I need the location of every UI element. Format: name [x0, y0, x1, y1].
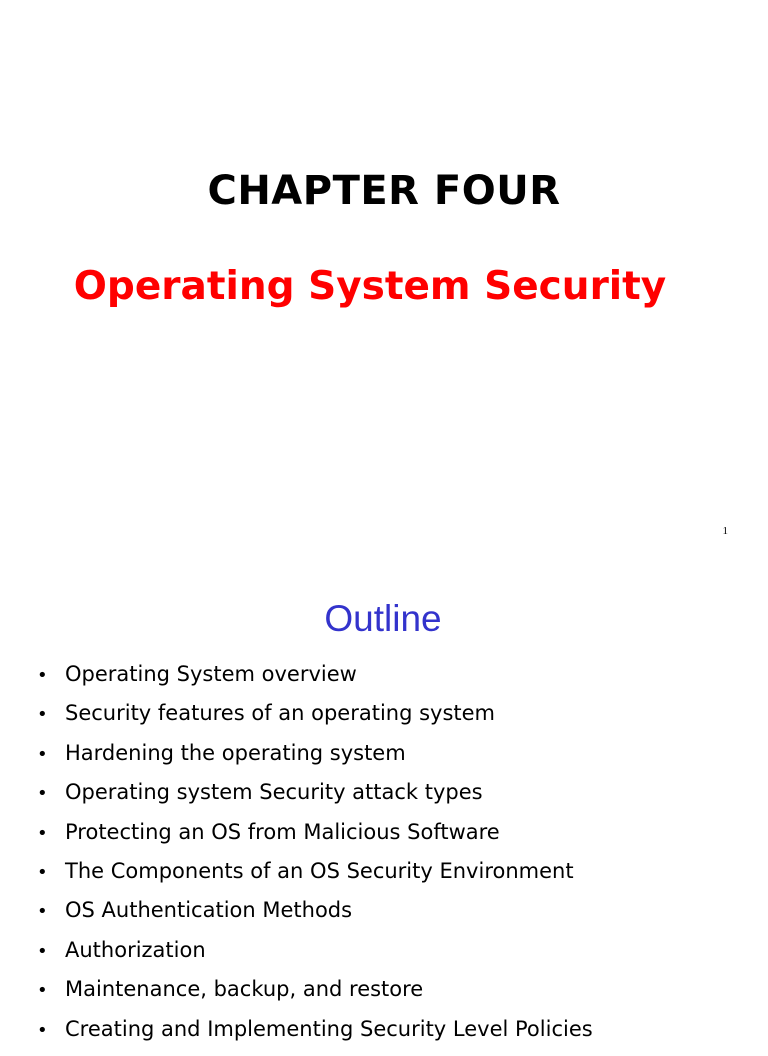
- outline-item-text: Protecting an OS from Malicious Software: [65, 819, 500, 844]
- outline-item: [36, 1017, 593, 1056]
- outline-list: [36, 662, 593, 1056]
- outline-item: [36, 938, 593, 977]
- outline-item-text: OS Authentication Methods: [65, 898, 353, 923]
- chapter-heading: CHAPTER FOUR: [207, 168, 561, 214]
- bullet-icon: •: [37, 822, 48, 844]
- bullet-icon: •: [37, 940, 48, 962]
- outline-item-text: Operating System overview: [65, 662, 357, 686]
- outline-item: [36, 898, 593, 937]
- outline-item: [36, 701, 593, 740]
- bullet-icon: •: [37, 743, 48, 765]
- chapter-title: Operating System Security: [73, 264, 667, 309]
- outline-item-text: Hardening the operating system: [65, 740, 406, 765]
- bullet-icon: •: [37, 861, 48, 883]
- outline-item-text: The Components of an OS Security Environment: [65, 858, 574, 883]
- outline-item-text: Authorization: [65, 937, 206, 962]
- outline-item-text: Operating system Security attack types: [65, 780, 483, 805]
- page-number: 1: [722, 525, 728, 537]
- bullet-icon: •: [37, 704, 48, 726]
- outline-item-text: Maintenance, backup, and restore: [65, 977, 424, 1002]
- bullet-icon: •: [37, 783, 48, 805]
- outline-item-text: Creating and Implementing Security Level Policies: [65, 1016, 593, 1041]
- outline-item: [36, 780, 593, 819]
- bullet-icon: •: [37, 980, 48, 1002]
- outline-item: [36, 741, 593, 780]
- outline-item: [36, 662, 593, 701]
- outline-item: [36, 859, 593, 898]
- bullet-icon: •: [37, 665, 48, 686]
- bullet-icon: •: [37, 1019, 48, 1041]
- outline-item: [36, 977, 593, 1016]
- outline-heading: Outline: [324, 598, 442, 639]
- outline-item-text: Security features of an operating system: [65, 701, 496, 726]
- slide-2: [0, 576, 768, 1041]
- bullet-icon: •: [37, 901, 48, 923]
- outline-item: [36, 820, 593, 859]
